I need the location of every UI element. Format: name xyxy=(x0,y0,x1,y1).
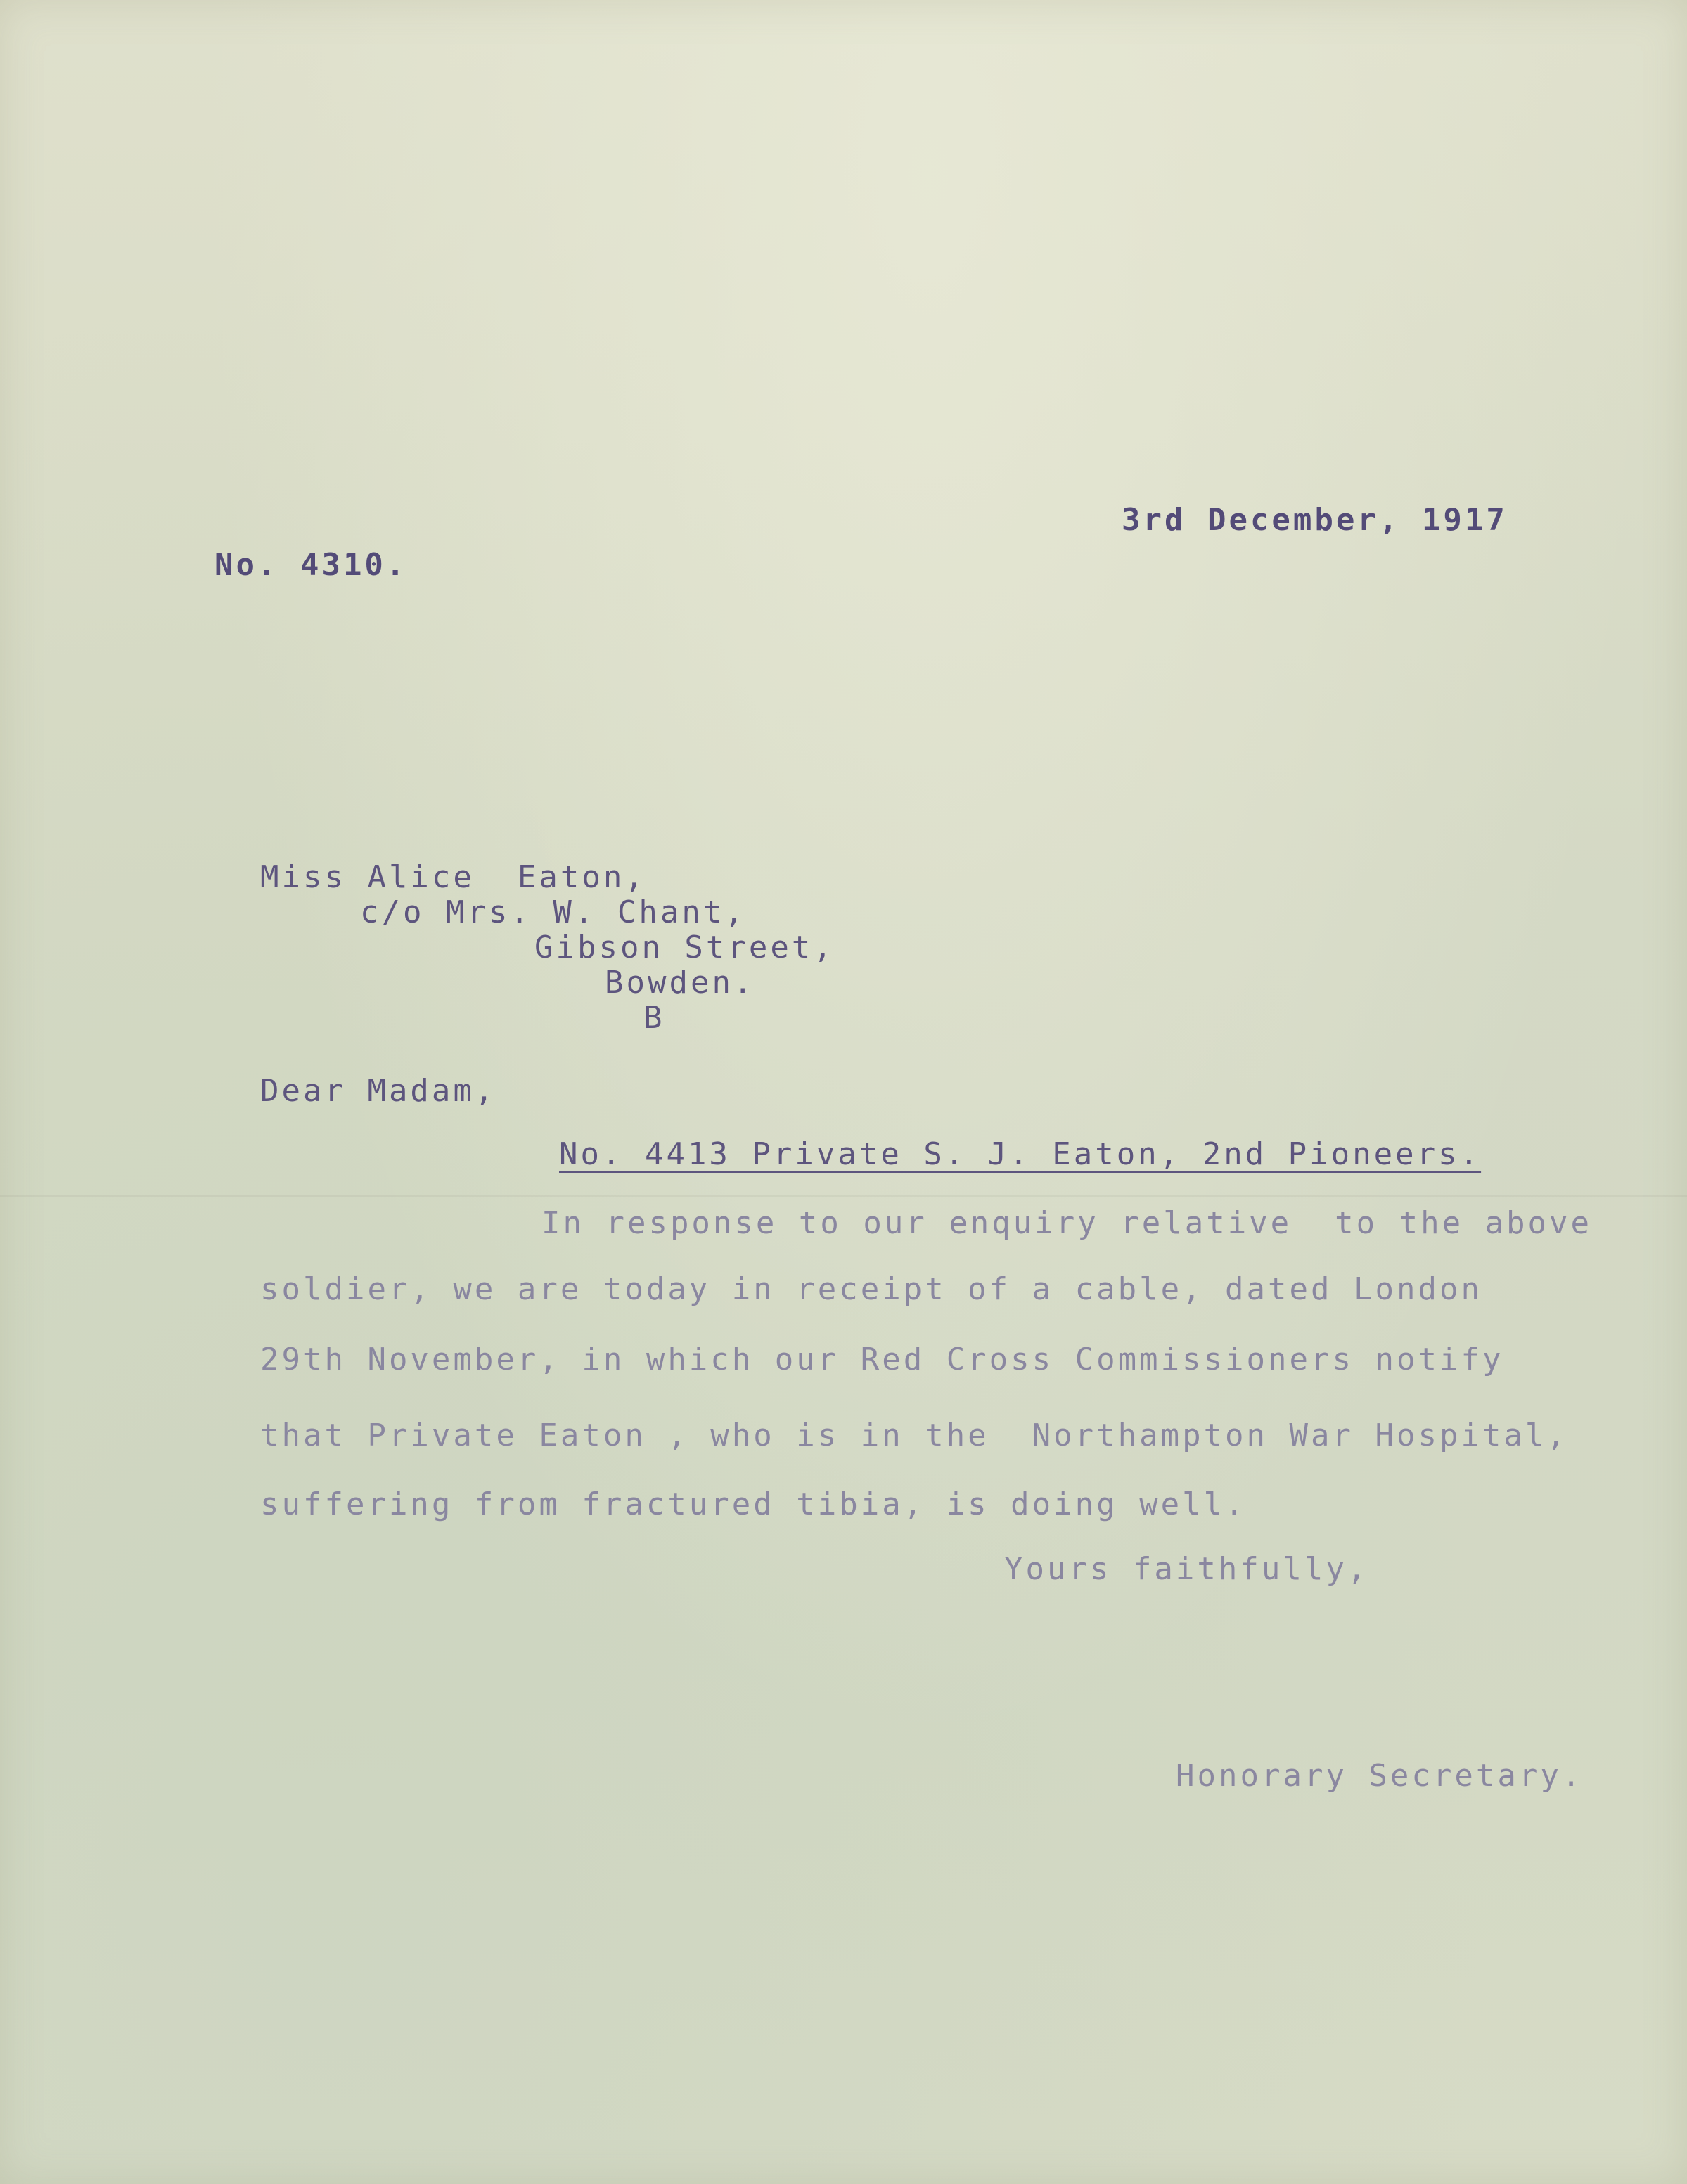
addressee-name: Miss Alice Eaton, xyxy=(260,859,646,895)
addressee-town: Bowden. xyxy=(605,965,755,1001)
body-line-5: suffering from fractured tibia, is doing well. xyxy=(260,1486,1247,1522)
subject-line: No. 4413 Private S. J. Eaton, 2nd Pioneers. xyxy=(559,1136,1482,1172)
salutation: Dear Madam, xyxy=(260,1073,496,1109)
body-line-4: that Private Eaton , who is in the Northampton War Hospital, xyxy=(260,1418,1568,1453)
letter-date: 3rd December, 1917 xyxy=(1122,502,1508,538)
addressee-care-of: c/o Mrs. W. Chant, xyxy=(360,894,746,930)
addressee-initial: B xyxy=(643,1000,665,1036)
addressee-street: Gibson Street, xyxy=(534,930,835,965)
body-line-3: 29th November, in which our Red Cross Commissioners notify xyxy=(260,1342,1504,1377)
closing: Yours faithfully, xyxy=(1004,1551,1369,1587)
reference-number: No. 4310. xyxy=(214,547,408,583)
signatory-title: Honorary Secretary. xyxy=(1176,1758,1584,1794)
body-line-2: soldier, we are today in receipt of a cable, dated London xyxy=(260,1271,1482,1307)
body-line-1: In response to our enquiry relative to the above xyxy=(541,1205,1593,1241)
paper-fold xyxy=(0,1195,1687,1197)
